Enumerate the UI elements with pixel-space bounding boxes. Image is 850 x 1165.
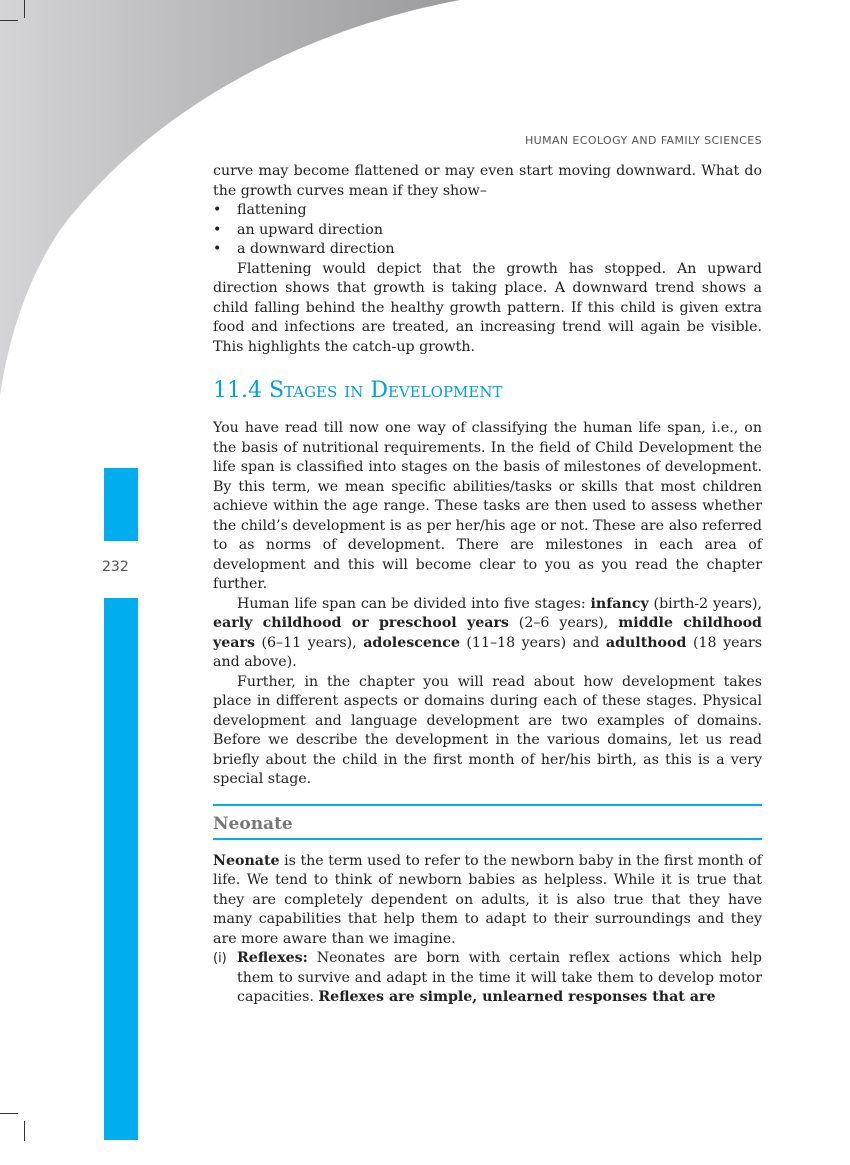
bullet-item: • flattening xyxy=(213,201,762,221)
crop-mark-bottom-v xyxy=(24,1121,25,1141)
list-number: (i) xyxy=(213,951,227,966)
stages-paragraph: You have read till now one way of classifying the human life span, i.e., on the basis of nutritional requirements. In the field of Child Development the life span is classified into stages on the basis of milestones of development. By this term, we mean specific abilities/tasks or skills that most children achieve within the age range. These tasks are then used to assess whether the child’s development is as per her/his age or not. These are also referred to as norms of development. There are milestones in each area of development and this will become clear to you as you read the chapter further. xyxy=(213,420,762,592)
running-head: HUMAN ECOLOGY AND FAMILY SCIENCES xyxy=(524,134,762,147)
crop-mark-top-v xyxy=(24,0,25,18)
term-neonate: Neonate xyxy=(213,852,280,869)
term-infancy: infancy xyxy=(590,595,649,612)
intro-paragraph: curve may become flattened or may even start moving downward. What do the growth curves mean if they show– xyxy=(213,163,762,199)
domains-paragraph: Further, in the chapter you will read about how development takes place in different aspects or domains during each of these stages. Physical development and language development are two examples of domains. Before we describe the development in the various domains, let us read briefly about the child in the first month of her/his birth, as this is a very special stage. xyxy=(213,673,762,787)
crop-mark-top-h xyxy=(0,20,18,21)
growth-bullet-list xyxy=(213,201,762,260)
term-early-childhood: early childhood or preschool years xyxy=(213,615,509,631)
reflexes-label: Reflexes: xyxy=(237,950,308,966)
neonate-paragraph: Neonate is the term used to refer to the newborn baby in the first month of life. We tend to think of newborn babies as helpless. While it is true that they are completely dependent on adults, it is also true that they have many capabilities that help them to adapt to their surroundings and they are more aware than we imagine. xyxy=(213,852,762,947)
reflexes-list-item: (i) Reflexes: Neonates are born with certain reflex actions which help them to survive and adapt in the time it will take them to develop motor capacities. Reflexes are simple, unlearned responses that are xyxy=(213,950,762,1005)
section-heading xyxy=(213,377,762,405)
page-body xyxy=(213,162,762,1008)
side-bar-upper xyxy=(104,468,138,541)
crop-mark-bottom-h xyxy=(0,1113,18,1114)
section-title: Stages in Development xyxy=(268,378,503,403)
flattening-paragraph: Flattening would depict that the growth has stopped. An upward direction shows that growth is taking place. A downward trend shows a child falling behind the healthy growth pattern. If this child is given extra food and infections are treated, an increasing trend will again be visible. This highlights the catch-up growth. xyxy=(213,260,762,355)
reflexes-definition: Reflexes are simple, unlearned responses that are xyxy=(318,989,716,1005)
life-span-stages-paragraph: Human life span can be divided into five stages: infancy (birth-2 years), early childhood or preschool years (2–6 years), middle childhood years (6–11 years), adolescence (11–18 years) and adulthood (18 years and above). xyxy=(213,595,763,670)
term-middle-childhood: middle childhood years xyxy=(213,615,762,651)
term-adolescence: adolescence xyxy=(363,634,460,651)
term-adulthood: adulthood xyxy=(605,634,687,651)
side-bar-lower xyxy=(104,598,138,1140)
bullet-item: • a downward direction xyxy=(213,240,762,260)
neonate-heading: Neonate xyxy=(213,804,762,840)
bullet-item: • an upward direction xyxy=(213,221,762,241)
section-number: 11.4 xyxy=(213,378,262,403)
page-number: 232 xyxy=(102,559,129,575)
